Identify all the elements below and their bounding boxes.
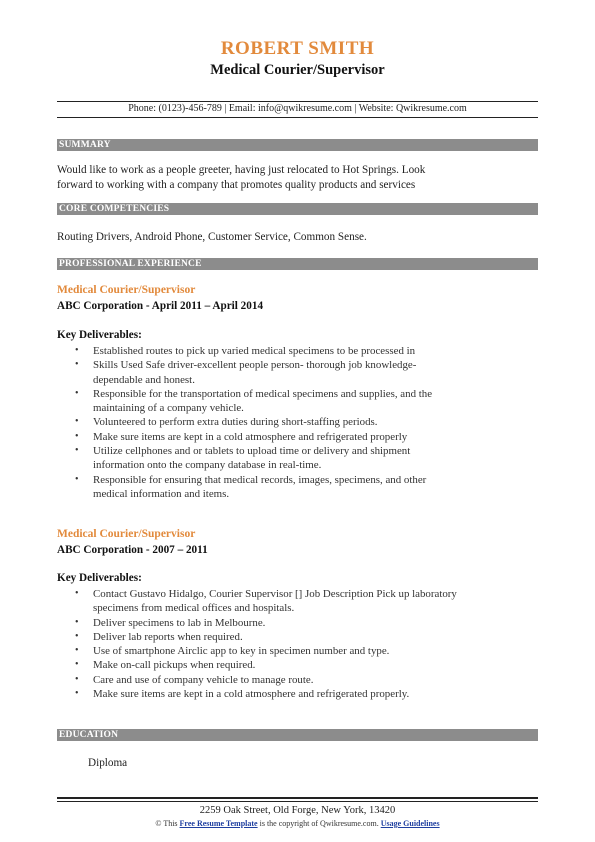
section-bar-experience: PROFESSIONAL EXPERIENCE (57, 258, 538, 270)
key-deliverables-label: Key Deliverables: (57, 572, 142, 584)
list-item: • Make sure items are kept in a cold atmosphere and refrigerated properly. (75, 688, 410, 701)
list-item: • Responsible for ensuring that medical records, images, specimens, and other medical information and items. (75, 473, 427, 500)
bullet-icon: • (75, 359, 79, 371)
contact-rule-bottom (57, 117, 538, 118)
section-bar-competencies: CORE COMPETENCIES (57, 203, 538, 215)
list-item: • Make on-call pickups when required. (75, 659, 256, 672)
section-bar-education: EDUCATION (57, 729, 538, 741)
bullet-icon: • (75, 445, 79, 457)
job-title: Medical Courier/Supervisor (57, 528, 196, 540)
free-resume-template-link[interactable]: Free Resume Template (179, 819, 258, 828)
bullet-icon: • (75, 688, 79, 700)
education-degree: Diploma (88, 757, 128, 769)
list-item: • Deliver lab reports when required. (75, 630, 243, 643)
bullet-icon: • (75, 473, 79, 485)
list-item: • Make sure items are kept in a cold atmosphere and refrigerated properly (75, 430, 408, 443)
bullet-icon: • (75, 659, 79, 671)
summary-line: Would like to work as a people greeter, having just relocated to Hot Springs. Look (57, 164, 426, 176)
footer-rule-thin (57, 801, 538, 802)
competencies-text: Routing Drivers, Android Phone, Customer Service, Common Sense. (57, 231, 367, 243)
section-bar-summary: SUMMARY (57, 139, 538, 151)
deliverables-list (75, 344, 541, 501)
list-item: • Responsible for the transportation of medical specimens and supplies, and the maintaining of a company vehicle. (75, 387, 433, 415)
list-item: • Volunteered to perform extra duties during short-staffing periods. (75, 416, 378, 429)
candidate-name: ROBERT SMITH (220, 38, 375, 59)
list-item: • Established routes to pick up varied medical specimens to be processed in (75, 345, 416, 357)
usage-guidelines-link[interactable]: Usage Guidelines (380, 819, 440, 828)
job-company: ABC Corporation - April 2011 – April 2014 (57, 300, 264, 312)
job-title: Medical Courier/Supervisor (57, 284, 196, 296)
list-item: • Contact Gustavo Hidalgo, Courier Supervisor [] Job Description Pick up laboratory specimens from medical offices and hospitals. (75, 588, 457, 615)
bullet-icon: • (75, 588, 79, 599)
bullet-icon: • (75, 416, 79, 428)
list-item: • Deliver specimens to lab in Melbourne. (75, 616, 266, 629)
footer-address: 2259 Oak Street, Old Forge, New York, 13420 (199, 805, 396, 816)
list-item: • Utilize cellphones and or tablets to upload time or delivery and shipment information onto the company database in real-time. (75, 445, 411, 472)
contact-rule-top (57, 101, 538, 102)
bullet-icon: • (75, 616, 79, 628)
bullet-icon: • (75, 645, 79, 657)
footer-copyright: © This Free Resume Template is the copyright of Qwikresume.com. Usage Guidelines (155, 819, 440, 828)
footer-rule-thick (57, 797, 538, 799)
list-item: • Care and use of company vehicle to manage route. (75, 673, 314, 686)
summary-line: forward to working with a company that promotes quality products and services (57, 178, 416, 191)
bullet-icon: • (75, 345, 79, 356)
candidate-role: Medical Courier/Supervisor (210, 62, 385, 78)
list-item: • Use of smartphone Airclic app to key in specimen number and type. (75, 645, 390, 658)
job-company: ABC Corporation - 2007 – 2011 (57, 544, 208, 556)
summary-text (57, 163, 542, 192)
bullet-icon: • (75, 673, 79, 685)
bullet-icon: • (75, 387, 79, 399)
list-item: • Skills Used Safe driver-excellent people person- thorough job knowledge- dependable and honest. (75, 359, 417, 386)
bullet-icon: • (75, 430, 79, 442)
bullet-icon: • (75, 630, 79, 642)
contact-info: Phone: (0123)-456-789 | Email: info@qwikresume.com | Website: Qwikresume.com (128, 103, 467, 114)
deliverables-list (75, 587, 541, 701)
key-deliverables-label: Key Deliverables: (57, 329, 142, 341)
